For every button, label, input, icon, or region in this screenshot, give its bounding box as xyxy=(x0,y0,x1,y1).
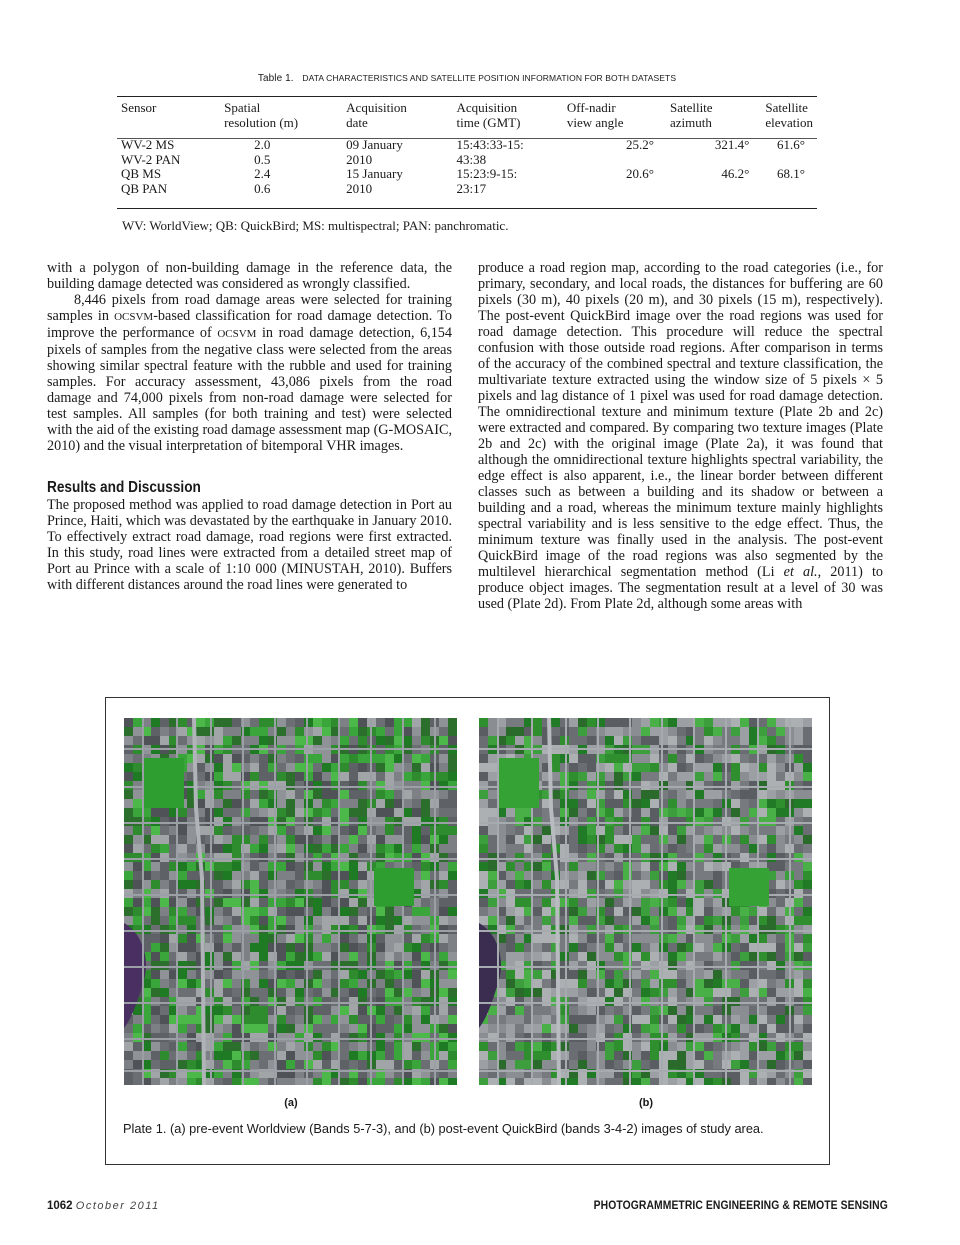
road-line xyxy=(497,718,499,1085)
th-elevation: Satellite elevation xyxy=(765,100,813,130)
satellite-image-post-event xyxy=(479,718,812,1085)
road-line xyxy=(370,718,372,1085)
paragraph: The proposed method was applied to road damage detection in Port au Prince, Haiti, which was devastated by the earthquake in January 2010. To effectively extract road damage, road regions were first extracted. In this study, road lines were extracted from a detailed street map of Port au Prince with a scale of 1:10 000 (MINUSTAH, 2010). Buffers with different distances around the road lines were generated to xyxy=(47,497,452,593)
road-line xyxy=(661,718,663,1085)
road-line xyxy=(479,1002,812,1004)
table-row: WV-2 PAN 0.5 2010 43:38 xyxy=(121,151,487,167)
park-block xyxy=(499,758,539,808)
road-line xyxy=(565,718,567,1085)
road-line xyxy=(124,1002,457,1004)
right-column xyxy=(478,260,883,612)
park-block xyxy=(729,868,769,906)
road-line xyxy=(479,858,812,860)
road-line xyxy=(306,718,308,1085)
road-line xyxy=(242,718,244,1085)
table-row: QB PAN 0.6 2010 23:17 xyxy=(121,180,487,196)
page-number: 1062 xyxy=(47,1200,73,1212)
paragraph: produce a road region map, according to the road categories (i.e., for primary, secondary, and local roads, the distances for buffering are 60 pixels (30 m), 40 pixels (20 m), and 30 pixels (15 m), respectively). The post-event QuickBird image over the road regions was used for road damage detection. This procedure will reduce the spectral confusion with those outside road regions. After comparison in terms of the accuracy of the combined spectral and texture classification, the multivariate texture extracted using the window size of 5 pixels × 5 pixels and lag distance of 1 pixel was used for road damage detection. The omnidirectional texture and minimum texture (Plate 2b and 2c) were extracted and compared. By comparing two texture images (Plate 2b and 2c) with the original image (Plate 2a), it was found that although the omnidirectional texture highlights spectral variability, the edge effect is also apparent, i.e., the linear border between different classes such as between a building and its shadow or between a building and a road, whereas the minimum texture mainly highlights spectral variability and is less sensitive to the edge effect. Thus, the minimum texture was finally used in the analysis. The post-event QuickBird image of the road regions was also segmented by the multilevel hierarchical segmentation method (Li et al., 2011) to produce object images. The segmentation result at a level of 30 was used (Plate 2d). From Plate 2d, although some areas with xyxy=(478,260,883,612)
left-column xyxy=(47,260,452,593)
table-row: QB MS 2.4 15 January 15:23:9-15: 20.6° 46.2° 68.1° xyxy=(121,166,805,181)
road-line xyxy=(725,718,727,1085)
plate-caption: Plate 1. (a) pre-event Worldview (Bands 5-7-3), and (b) post-event QuickBird (bands 3-4-2) images of study area. xyxy=(123,1121,764,1136)
road-line xyxy=(338,718,340,1085)
th-sensor: Sensor xyxy=(121,100,157,115)
table-row: WV-2 MS 2.0 09 January 15:43:33-15: 25.2° 321.4° 61.6° xyxy=(121,137,805,152)
road-line xyxy=(124,930,457,932)
satellite-image-b-graphic xyxy=(479,718,812,1085)
footer-page-info xyxy=(47,1200,160,1212)
road-line xyxy=(210,718,212,1085)
table-bottom-rule xyxy=(117,208,817,209)
road-line xyxy=(124,748,457,750)
paragraph: with a polygon of non-building damage in the reference data, the building damage detected was considered as wrongly classified. xyxy=(47,260,452,292)
road-line xyxy=(124,966,457,968)
table-label: Table 1. xyxy=(257,73,294,84)
th-azimuth: Satellite azimuth xyxy=(669,100,713,130)
th-acq-time: Acquisition time (GMT) xyxy=(456,100,521,130)
table-caption-text: DATA CHARACTERISTICS AND SATELLITE POSITION INFORMATION FOR BOTH DATASETS xyxy=(302,73,677,83)
road-line xyxy=(479,1070,812,1072)
table-title xyxy=(117,73,817,84)
road-line xyxy=(597,718,599,1085)
journal-name: PHOTOGRAMMETRIC ENGINEERING & REMOTE SENSING xyxy=(593,1200,888,1212)
label-b: (b) xyxy=(638,1097,654,1109)
road-line xyxy=(124,1038,457,1040)
road-line xyxy=(142,718,144,1085)
issue-date: October 2011 xyxy=(75,1200,160,1212)
road-line xyxy=(789,718,791,1085)
satellite-image-pre-event xyxy=(124,718,457,1085)
road-line xyxy=(479,822,812,824)
road-line xyxy=(274,718,276,1085)
th-off-nadir: Off-nadir view angle xyxy=(566,100,624,130)
road-line xyxy=(434,718,436,1085)
table-header-rule xyxy=(117,138,817,139)
road-line xyxy=(479,1038,812,1040)
data-table xyxy=(117,101,817,196)
table-header-row xyxy=(117,101,817,138)
table-top-rule xyxy=(117,96,817,97)
paragraph: 8,446 pixels from road damage areas were selected for training samples in OCSVM-based classification for road damage detection. To improve the performance of OCSVM in road damage detection, 6,154 pixels of samples from the negative class were selected from the areas showing similar spectral feature with the rubble and used for training samples. For accuracy assessment, 43,086 pixels from the road damage and 74,000 pixels from non-road damage were selected for test samples. All samples (for both training and test) were selected with the aid of the existing road damage assessment map (G-MOSAIC, 2010) and the visual interpretation of bitemporal VHR images. xyxy=(47,292,452,454)
label-a: (a) xyxy=(284,1097,298,1109)
plate-figure xyxy=(105,697,830,1165)
road-line xyxy=(124,858,457,860)
satellite-image-a-graphic xyxy=(124,718,457,1085)
road-line xyxy=(479,966,812,968)
road-line xyxy=(124,1070,457,1072)
road-line xyxy=(693,718,695,1085)
road-line xyxy=(479,748,812,750)
park-block xyxy=(374,868,414,906)
section-heading: Results and Discussion xyxy=(47,479,201,496)
th-acq-date: Acquisition date xyxy=(346,100,407,130)
table-footnote: WV: WorldView; QB: QuickBird; MS: multispectral; PAN: panchromatic. xyxy=(122,218,509,233)
park-block xyxy=(144,758,184,808)
road-line xyxy=(124,822,457,824)
th-resolution: Spatial resolution (m) xyxy=(224,100,299,130)
road-line xyxy=(479,930,812,932)
road-line xyxy=(629,718,631,1085)
